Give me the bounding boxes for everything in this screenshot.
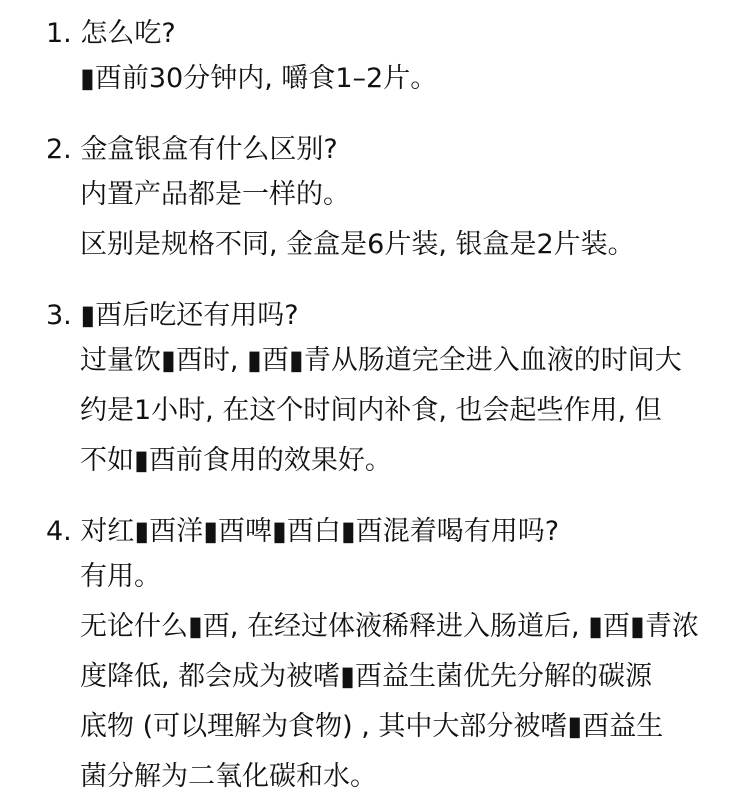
faq-list	[46, 14, 726, 802]
question-3: 3. ▮酉后吃还有用吗?	[46, 300, 299, 331]
answer-line: 菌分解为二氧化碳和水。	[80, 761, 377, 792]
answer-line: ▮酉前30分钟内, 嚼食1–2片。	[80, 63, 438, 94]
answer-line: 约是1小时, 在这个时间内补食, 也会起些作用, 但	[80, 395, 662, 426]
answer-line: 区别是规格不同, 金盒是6片装, 银盒是2片装。	[80, 229, 635, 260]
spacer	[46, 270, 726, 296]
answer-2	[46, 170, 726, 270]
faq-item-3	[46, 296, 726, 486]
spacer	[46, 486, 726, 512]
answer-line: 有用。	[80, 561, 161, 592]
faq-item-2	[46, 130, 726, 270]
answer-line: 内置产品都是一样的。	[80, 179, 350, 210]
answer-line: 度降低, 都会成为被嗜▮酉益生菌优先分解的碳源	[80, 661, 653, 692]
question-2: 2. 金盒银盒有什么区别?	[46, 134, 338, 165]
answer-4	[46, 552, 726, 802]
question-1: 1. 怎么吃?	[46, 18, 176, 49]
answer-line: 过量饮▮酉时, ▮酉▮青从肠道完全进入血液的时间大	[80, 345, 682, 376]
question-4: 4. 对红▮酉洋▮酉啤▮酉白▮酉混着喝有用吗?	[46, 516, 560, 547]
answer-1	[46, 54, 726, 104]
answer-line: 底物 (可以理解为食物) , 其中大部分被嗜▮酉益生	[80, 711, 664, 742]
answer-line: 不如▮酉前食用的效果好。	[80, 445, 392, 476]
spacer	[46, 104, 726, 130]
answer-3	[46, 336, 726, 486]
faq-item-4	[46, 512, 726, 802]
faq-item-1	[46, 14, 726, 104]
answer-line: 无论什么▮酉, 在经过体液稀释进入肠道后, ▮酉▮青浓	[80, 611, 699, 642]
